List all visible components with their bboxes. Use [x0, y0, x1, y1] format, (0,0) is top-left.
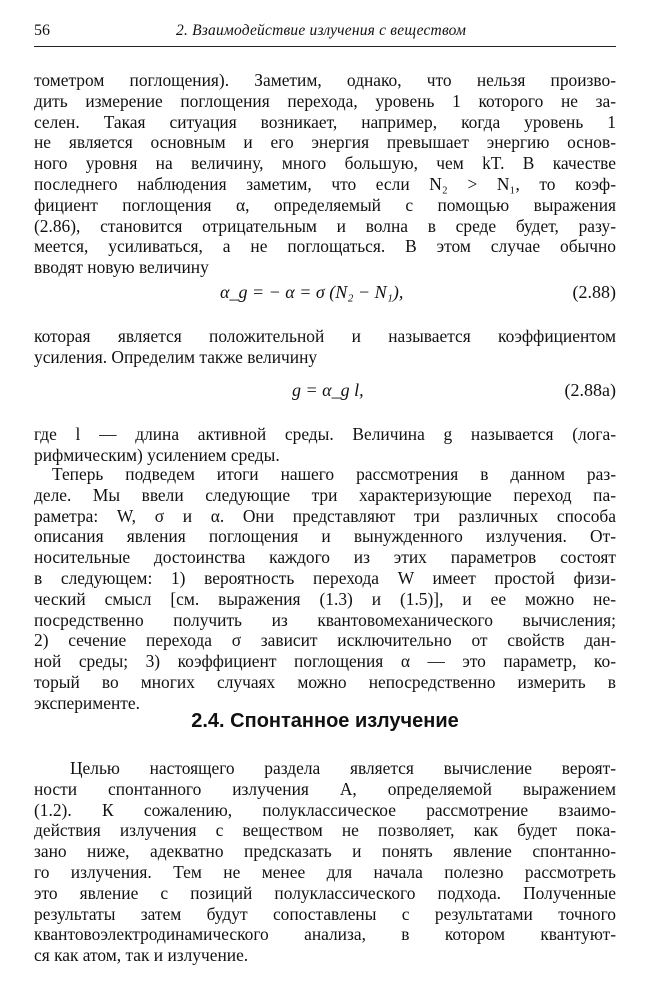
equation-formula: α_g = − α = σ (N₂ − N₁), [220, 282, 404, 302]
text-line: торый во многих случаях можно непосредственно измерить в [34, 671, 616, 692]
text-line: ного уровня на величину, много большую, чем kT. В качестве [34, 153, 616, 174]
header-rule [34, 46, 616, 47]
text-line: вводят новую величину [34, 257, 209, 278]
text-line: ной среды; 3) коэффициент поглощения α — это параметр, ко- [34, 651, 616, 672]
equation-2-88 [34, 280, 616, 304]
text-line: последнего наблюдения заметим, что если N₂ > N₁, то коэф- [34, 173, 616, 194]
text-line: ности спонтанного излучения A, определяемой выражением [34, 778, 616, 799]
text-line: деле. Мы ввели следующие три характеризующие переход па- [34, 484, 616, 505]
text-line: описания явления поглощения и вынужденного излучения. От- [34, 526, 616, 547]
paragraph-1 [34, 70, 616, 278]
equation-number: (2.88) [572, 282, 616, 302]
paragraph-2 [34, 326, 616, 368]
paragraph-4 [34, 464, 616, 714]
text-line: 2) сечение перехода σ зависит исключительно от свойств дан- [34, 630, 616, 651]
text-line: (2.86), становится отрицательным и волна в среде будет, разу- [34, 215, 616, 236]
text-line: это явление с позиций полуклассического подхода. Полученные [34, 882, 616, 903]
text-line: не является основным и его энергия превышает энергию основ- [34, 132, 616, 153]
running-header [34, 22, 616, 44]
text-line: (1.2). К сожалению, полуклассическое рассмотрение взаимо- [34, 799, 616, 820]
equation-2-88a [34, 378, 616, 402]
text-line: результаты затем будут сопоставлены с результатами точного [34, 903, 616, 924]
running-title: 2. Взаимодействие излучения с веществом [176, 22, 467, 39]
text-line: действия излучения с веществом не позволяет, как будет пока- [34, 820, 616, 841]
text-line: ческий смысл [см. выражения (1.3) и (1.5)], и ее можно не- [34, 588, 616, 609]
text-line: меется, усиливаться, а не поглощаться. В этом случае обычно [34, 236, 616, 257]
section-heading: 2.4. Спонтанное излучение [191, 710, 459, 732]
text-line: фициент поглощения α, определяемый с помощью выражения [34, 194, 616, 215]
text-line: где l — длина активной среды. Величина g называется (лога- [34, 424, 616, 444]
text-line: рифмическим) усилением среды. [34, 444, 280, 465]
text-line: селен. Такая ситуация возникает, например, когда уровень 1 [34, 111, 616, 132]
text-line: зано ниже, адекватно предсказать и понять явление спонтанно- [34, 841, 616, 862]
text-line: носительные достоинства каждого из этих параметров состоят [34, 547, 616, 568]
paragraph-5 [34, 758, 616, 966]
text-line: Целью настоящего раздела является вычисление вероят- [70, 758, 616, 778]
page-number: 56 [34, 22, 50, 39]
equation-formula: g = α_g l, [292, 380, 364, 400]
text-line: эксперименте. [34, 692, 140, 713]
text-line: квантовоэлектродинамического анализа, в котором квантуют- [34, 924, 616, 945]
text-line: ся как атом, так и излучение. [34, 945, 249, 966]
paragraph-3 [34, 424, 616, 466]
text-line: тометром поглощения). Заметим, однако, что нельзя произво- [34, 70, 616, 90]
text-line: которая является положительной и называется коэффициентом [34, 326, 616, 346]
text-line: дить измерение поглощения перехода, уровень 1 которого не за- [34, 90, 616, 111]
text-line: раметра: W, σ и α. Они представляют три различных способа [34, 505, 616, 526]
text-line: усиления. Определим также величину [34, 346, 318, 367]
text-line: в следующем: 1) вероятность перехода W имеет простой физи- [34, 567, 616, 588]
equation-number: (2.88a) [564, 380, 616, 400]
text-line: Теперь подведем итоги нашего рассмотрения в данном раз- [52, 464, 616, 484]
text-line: го излучения. Тем не менее для начала полезно рассмотреть [34, 861, 616, 882]
text-line: посредственно получить из квантовомеханического вычисления; [34, 609, 616, 630]
